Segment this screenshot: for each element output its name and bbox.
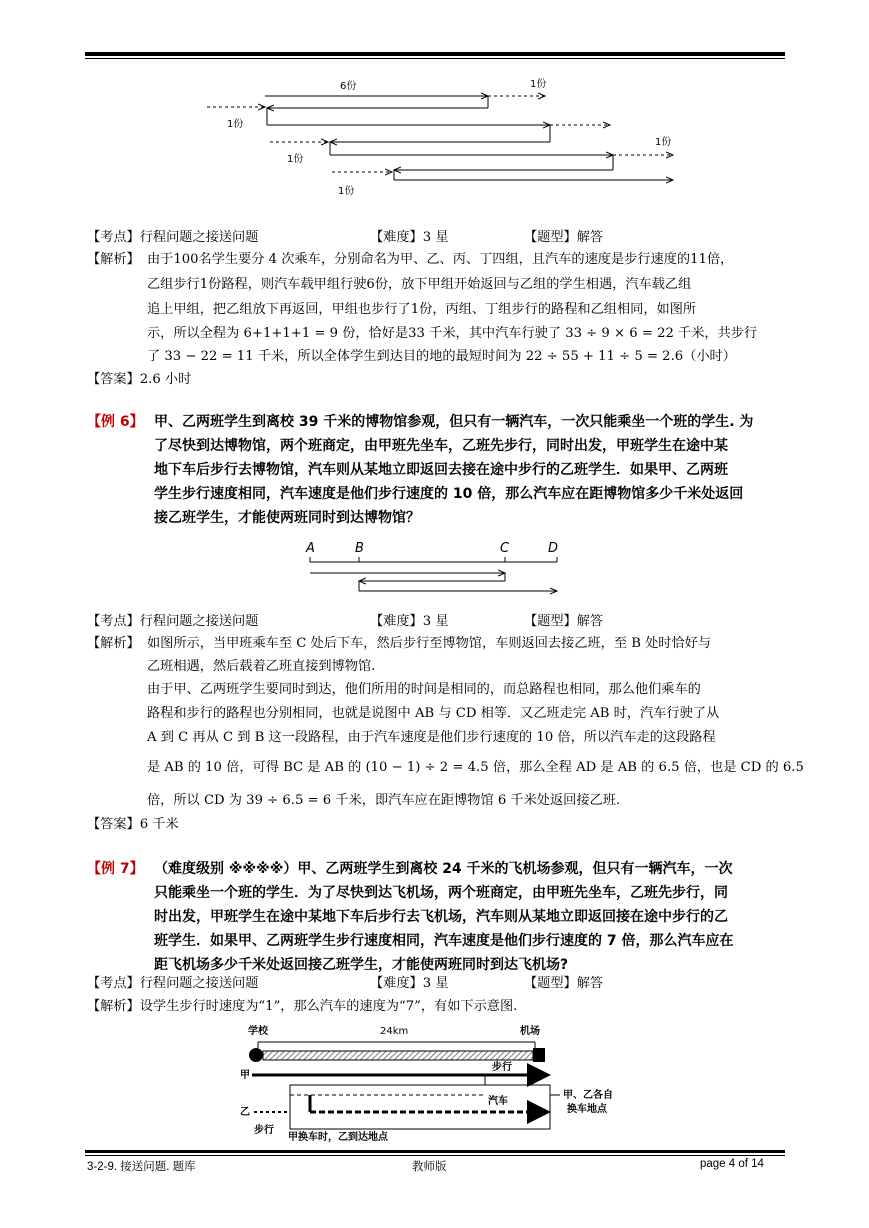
point-a: A bbox=[306, 541, 315, 556]
huanche-label: 甲、乙各自 bbox=[563, 1090, 613, 1101]
jiexi-line: 乙组步行1份路程，则汽车载甲组行驶6份，放下甲组开始返回与乙组的学生相遇，汽车载乙组 bbox=[147, 277, 692, 292]
jiexi-line: 由于甲、乙两班学生要同时到达，他们所用的时间是相同的，而总路程也相同，那么他们乘车的 bbox=[147, 682, 701, 697]
daan-row-2: 【答案】6 千米 bbox=[87, 817, 179, 832]
nandu-3: 【难度】3 星 bbox=[370, 976, 449, 991]
jiexi-line: 乙班相遇，然后载着乙班直接到博物馆. bbox=[147, 659, 376, 674]
jiexi-line: 示，所以全程为 6+1+1+1 = 9 份，恰好是33 千米，其中汽车行驶了 33 ÷ 9 × 6 = 22 千米，共步行 bbox=[147, 326, 758, 341]
jiexi-line: 如图所示，当甲班乘车至 C 处后下车，然后步行至博物馆，车则返回去接乙班，至 B 处时恰好与 bbox=[147, 636, 712, 651]
daan-row-1 bbox=[87, 369, 191, 391]
jiexi-line: A 到 C 再从 C 到 B 这一段路程，由于汽车速度是他们步行速度的 10 倍，所以汽车走的这段路程 bbox=[147, 730, 716, 745]
problem-line: 班学生．如果甲、乙两班学生步行速度相同，汽车速度是他们步行速度的 7 倍，那么汽车应在 bbox=[154, 933, 734, 949]
jiexi-tag-1: 【解析】 bbox=[87, 252, 140, 267]
example-6-label: 【例 6】 bbox=[87, 414, 144, 430]
school-label: 学校 bbox=[248, 1026, 268, 1037]
tixing-3: 【题型】解答 bbox=[524, 976, 604, 991]
jiexi-line: 路程和步行的路程也分别相同，也就是说图中 AB 与 CD 相等．又乙班走完 AB 时，汽车行驶了从 bbox=[147, 706, 720, 721]
jiexi-line: 是 AB 的 10 倍，可得 BC 是 AB 的 (10 − 1) ÷ 2 = 4.5 倍，那么全程 AD 是 AB 的 6.5 倍，也是 CD 的 6.5 bbox=[147, 760, 804, 775]
tixing-1: 【题型】解答 bbox=[524, 230, 604, 245]
jiexi-row-3: 【解析】设学生步行时速度为“1”，那么汽车的速度为“7”，有如下示意图. bbox=[87, 999, 518, 1014]
footer-left: 3-2-9. 接送问题. 题库 bbox=[87, 1161, 196, 1173]
problem-line: 了尽快到达博物馆，两个班商定，由甲班先坐车，乙班先步行，同时出发，甲班学生在途中某 bbox=[154, 438, 728, 454]
jiexi-line: 了 33 − 22 = 11 千米，所以全体学生到达目的地的最短时间为 22 ÷ 55 + 11 ÷ 5 = 2.6（小时） bbox=[147, 349, 736, 364]
footer-center: 教师版 bbox=[412, 1161, 447, 1173]
point-c: C bbox=[500, 541, 510, 556]
problem-line: 地下车后步行去博物馆，汽车则从某地立即返回去接在途中步行的乙班学生．如果甲、乙两班 bbox=[154, 462, 728, 478]
problem-line: （难度级别 ※※※※）甲、乙两班学生到离校 24 千米的飞机场参观，但只有一辆汽车，一次 bbox=[154, 861, 733, 877]
distance-label: 24km bbox=[380, 1026, 409, 1037]
yi-label: 乙 bbox=[240, 1107, 250, 1118]
airport-label: 机场 bbox=[520, 1026, 540, 1037]
jiexi-line: 追上甲组，把乙组放下再返回，甲组也步行了1份，丙组、丁组步行的路程和乙组相同，如图所 bbox=[147, 302, 697, 317]
label-1fen-d: 1份 bbox=[287, 154, 304, 165]
daan-text: 2.6 小时 bbox=[139, 372, 192, 387]
kaodian-text: 行程问题之接送问题 bbox=[139, 230, 259, 245]
jiexi-line: 由于100名学生要分 4 次乘车，分别命名为甲、乙、丙、丁四组，且汽车的速度是步行速度的11倍， bbox=[147, 252, 734, 267]
footer-page: page 4 of 14 bbox=[700, 1158, 764, 1170]
header-rule-thin bbox=[85, 58, 785, 59]
label-1fen-a: 1份 bbox=[530, 79, 547, 90]
problem-line: 接乙班学生，才能使两班同时到达博物馆？ bbox=[154, 510, 420, 526]
point-b: B bbox=[355, 541, 364, 556]
problem-line: 距飞机场多少千米处返回接乙班学生，才能使两班同时到达飞机场? bbox=[154, 957, 569, 973]
school-airport-diagram bbox=[230, 1020, 630, 1145]
tixing-2: 【题型】解答 bbox=[524, 614, 604, 629]
buxing2-label: 步行 bbox=[254, 1125, 274, 1136]
problem-line: 甲、乙两班学生到离校 39 千米的博物馆参观，但只有一辆汽车，一次只能乘坐一个班的学生. 为 bbox=[154, 414, 754, 430]
nandu-1: 【难度】3 星 bbox=[370, 230, 449, 245]
label-6fen: 6份 bbox=[340, 81, 357, 92]
jia-label: 甲 bbox=[240, 1070, 250, 1081]
daan-tag: 【答案】 bbox=[87, 372, 140, 387]
buxing-label: 步行 bbox=[492, 1062, 512, 1073]
point-d: D bbox=[548, 541, 559, 556]
label-1fen-b: 1份 bbox=[227, 119, 244, 130]
example-7-label: 【例 7】 bbox=[87, 861, 144, 877]
note-label: 甲换车时，乙到达地点 bbox=[288, 1132, 388, 1143]
footer-rule-thin bbox=[85, 1155, 785, 1156]
jiexi-tag-2: 【解析】 bbox=[87, 636, 140, 651]
label-1fen-c: 1份 bbox=[655, 137, 672, 148]
kaodian-row-1 bbox=[87, 227, 258, 249]
header-rule bbox=[85, 52, 785, 56]
label-1fen-e: 1份 bbox=[338, 186, 355, 197]
problem-line: 学生步行速度相同，汽车速度是他们步行速度的 10 倍，那么汽车应在距博物馆多少千米处返回 bbox=[154, 486, 744, 502]
shuttle-diagram bbox=[195, 72, 685, 202]
kaodian-tag: 【考点】 bbox=[87, 230, 140, 245]
problem-line: 只能乘坐一个班的学生．为了尽快到达飞机场，两个班商定，由甲班先坐车，乙班先步行，同 bbox=[154, 885, 728, 901]
abcd-diagram bbox=[300, 535, 570, 605]
kaodian-row-3: 【考点】行程问题之接送问题 bbox=[87, 976, 259, 991]
footer-rule bbox=[85, 1150, 785, 1153]
jiexi-line: 倍，所以 CD 为 39 ÷ 6.5 = 6 千米，即汽车应在距博物馆 6 千米处返回接乙班. bbox=[147, 793, 621, 808]
qiche-label: 汽车 bbox=[488, 1096, 508, 1107]
problem-line: 时出发，甲班学生在途中某地下车后步行去飞机场，汽车则从某地立即返回接在途中步行的乙 bbox=[154, 909, 728, 925]
huanche-label-2: 换车地点 bbox=[567, 1104, 607, 1115]
kaodian-row-2: 【考点】行程问题之接送问题 bbox=[87, 614, 259, 629]
nandu-2: 【难度】3 星 bbox=[370, 614, 449, 629]
